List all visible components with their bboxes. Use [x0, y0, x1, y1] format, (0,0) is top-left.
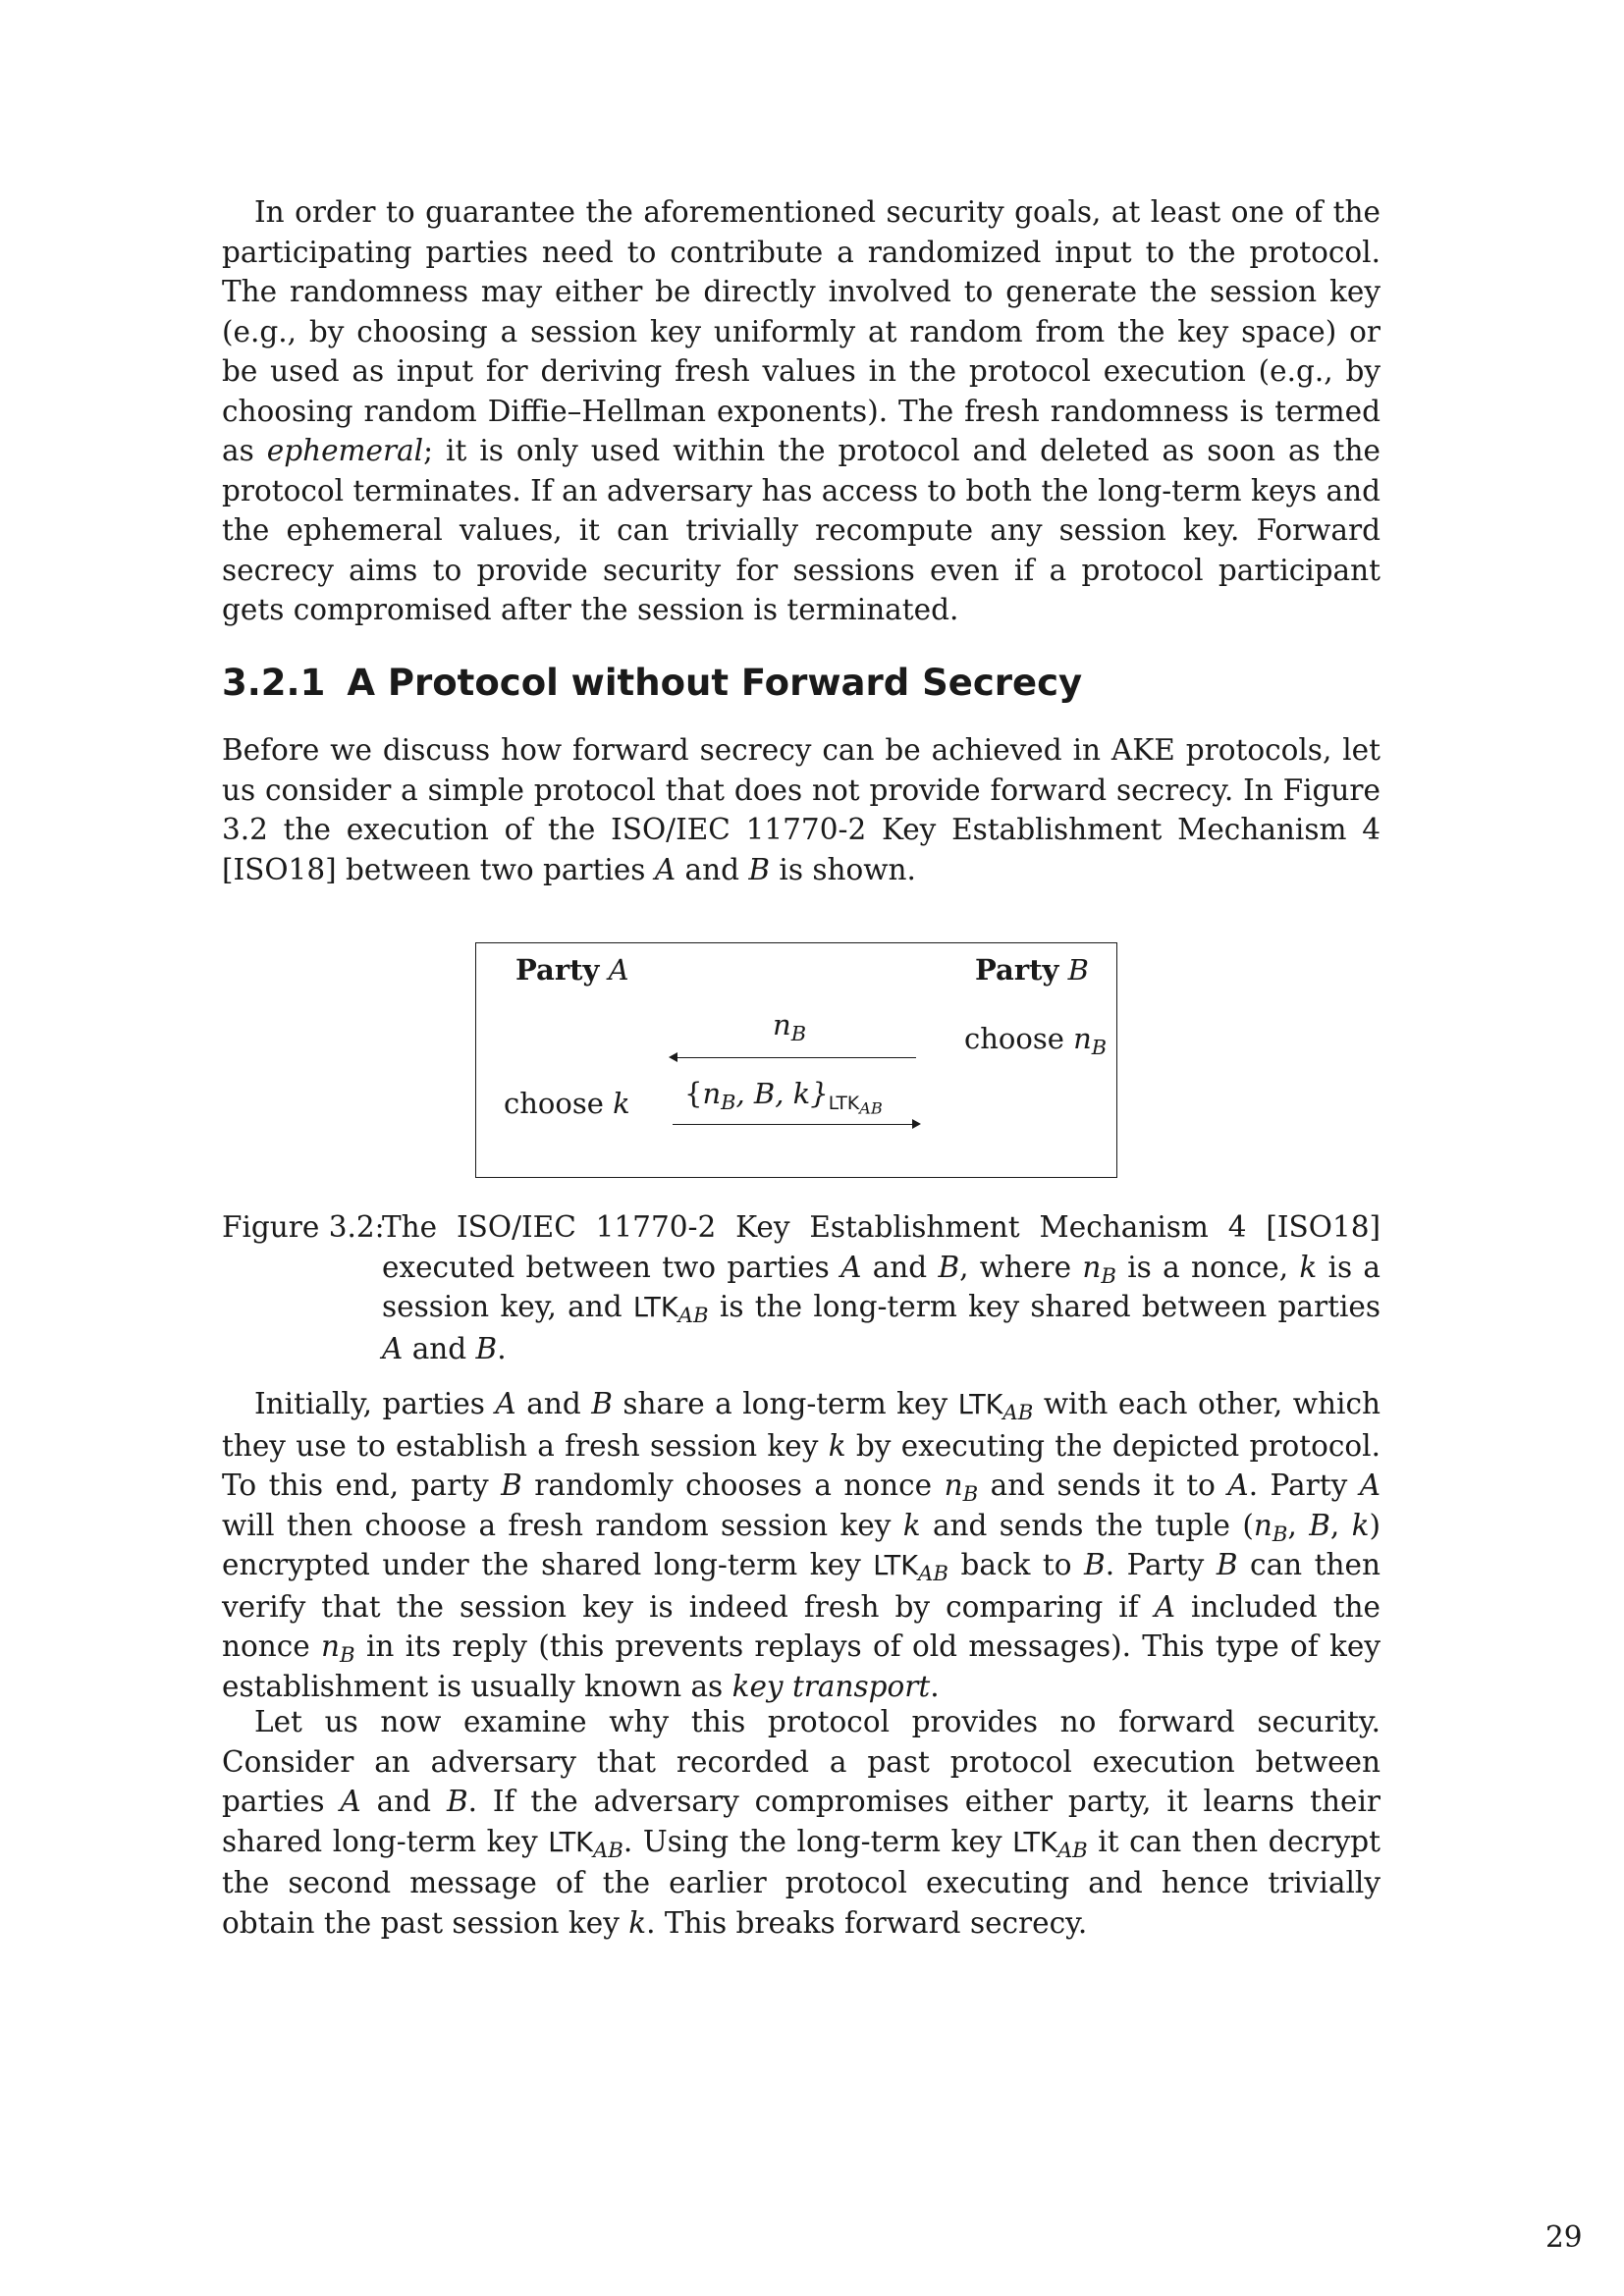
text-run: choose	[964, 1022, 1064, 1055]
text-run: is a session key, and	[382, 1250, 1381, 1323]
text-run: ,	[1287, 1508, 1310, 1542]
ltk-symbol: LTK	[632, 1293, 678, 1323]
text-run: ; it is only used within the protocol and deleted as soon as the protocol terminates. If an adversary has access to both the long-term keys and the ephemeral values, it can trivially recompute any session key. Forward secrecy aims to provide security for sessions even if a protocol participant gets compromised after the session is terminated.	[222, 434, 1380, 626]
text-run: . If the adversary compromises either party, it learns their shared long-term key	[222, 1785, 1380, 1858]
intro-paragraph	[222, 192, 1380, 630]
text-run: is a nonce,	[1115, 1250, 1300, 1284]
text-run: In order to guarantee the aforementioned security goals, at least one of the participating parties need to contribute a randomized input to the protocol. The randomness may either be directly involved to generate the session key (e.g., by choosing a session key uniformly at random from the key space) or be used as input for deriving fresh values in the protocol execution (e.g., by choosing random Diffie–Hellman exponents). The fresh randomness is termed as	[222, 195, 1380, 467]
text-run: share a long-term key	[612, 1387, 958, 1420]
figure-caption	[222, 1207, 1380, 1368]
math-var: A	[340, 1785, 361, 1818]
math-var: A	[1154, 1589, 1175, 1624]
arrow-head-right-icon	[912, 1119, 921, 1129]
math-subscript: AB	[918, 1561, 948, 1586]
initially-paragraph	[222, 1384, 1380, 1706]
ltk-symbol: LTK	[828, 1094, 860, 1115]
text-run: and sends the tuple (	[920, 1508, 1254, 1542]
math-var: B	[591, 1387, 613, 1420]
text-run: in its reply (this prevents replays of old messages). This type of key establishment is usually known as	[222, 1629, 1380, 1703]
math-subscript: AB	[592, 1838, 623, 1863]
ltk-symbol: LTK	[1012, 1827, 1057, 1858]
text-run: and sends it to	[978, 1468, 1228, 1502]
text-run: and	[515, 1387, 592, 1420]
text-run: can then verify that the session key is indeed fresh by comparing if	[222, 1548, 1380, 1624]
math-var: k	[628, 1905, 647, 1940]
text-run: is shown.	[770, 852, 916, 886]
text-run: with each other, which they use to establish a fresh session key	[222, 1387, 1380, 1463]
math-var: , B, k}	[735, 1077, 829, 1110]
text-run: and	[360, 1785, 447, 1818]
text-run: is the long-term key shared between parties	[708, 1290, 1380, 1323]
math-var: n	[702, 1077, 722, 1110]
text-run: . Using the long-term key	[623, 1824, 1013, 1858]
text-run: {	[684, 1077, 703, 1110]
math-var: k	[902, 1508, 921, 1542]
math-var: B	[938, 1250, 960, 1284]
section-title: A Protocol without Forward Secrecy	[347, 662, 1083, 704]
before-paragraph	[222, 730, 1380, 889]
caption-label: Figure 3.2:	[222, 1210, 385, 1244]
text-run: , where	[959, 1250, 1083, 1284]
math-var: B	[475, 1331, 498, 1365]
math-subscript: B	[721, 1090, 736, 1114]
protocol-figure	[475, 942, 1117, 1178]
math-var: B	[1309, 1508, 1330, 1542]
ltk-symbol: LTK	[548, 1827, 593, 1858]
emphasis-ephemeral: ephemeral	[266, 434, 424, 467]
math-subscript: B	[962, 1481, 979, 1507]
math-var: B	[1216, 1548, 1238, 1581]
math-subscript: B	[340, 1642, 355, 1668]
arrow-head-left-icon	[669, 1052, 677, 1062]
ltk-symbol: LTK	[873, 1551, 919, 1581]
section-number: 3.2.1	[222, 662, 326, 704]
math-var: k	[1299, 1250, 1318, 1284]
math-var: B	[446, 1785, 468, 1818]
arrow-a-to-b	[673, 1124, 916, 1125]
math-var: n	[773, 1008, 791, 1041]
party-label: Party	[975, 953, 1059, 987]
ltk-symbol: LTK	[957, 1390, 1003, 1420]
text-run: . Party	[1105, 1548, 1217, 1581]
message-1-label	[773, 1008, 807, 1045]
message-2-label	[684, 1077, 883, 1118]
text-run: it can then decrypt the second message of the earlier protocol executing and hence trivially obtain the past session key	[222, 1824, 1381, 1940]
text-run: by executing the depicted protocol. To this end, party	[222, 1428, 1380, 1502]
text-run: included the nonce	[222, 1589, 1380, 1663]
text-run: back to	[947, 1548, 1084, 1581]
math-var: n	[1082, 1250, 1102, 1284]
text-run: .	[497, 1331, 507, 1365]
party-label: Party	[515, 953, 600, 987]
math-subscript: AB	[677, 1303, 709, 1328]
math-subscript: AB	[859, 1098, 883, 1118]
text-run: and	[403, 1331, 476, 1365]
page-number: 29	[1545, 2220, 1583, 2254]
math-var: A	[654, 852, 677, 886]
text-run: Initially, parties	[254, 1387, 496, 1420]
math-var: A	[608, 953, 629, 987]
caption-body	[382, 1207, 1380, 1368]
math-var: A	[840, 1250, 862, 1284]
text-run: randomly chooses a nonce	[521, 1468, 945, 1502]
text-run: and	[676, 852, 749, 886]
math-var: B	[1067, 953, 1089, 987]
text-run: The ISO/IEC 11770-2 Key Establishment Mechanism 4 [ISO18] executed between two parties	[382, 1210, 1380, 1284]
math-subscript: AB	[1002, 1400, 1034, 1425]
text-run: will then choose a fresh random session key	[222, 1508, 903, 1542]
arrow-b-to-a	[673, 1057, 916, 1058]
math-var: n	[1253, 1508, 1272, 1542]
party-a-heading	[515, 953, 629, 987]
let-us-paragraph	[222, 1702, 1380, 1943]
math-subscript: AB	[1056, 1838, 1088, 1863]
math-var: n	[944, 1468, 963, 1502]
math-var: A	[1359, 1468, 1380, 1502]
math-var: n	[321, 1629, 341, 1663]
math-var: B	[748, 852, 771, 886]
math-subscript: B	[1101, 1263, 1116, 1289]
party-b-heading	[975, 953, 1089, 987]
text-run: . Party	[1248, 1468, 1360, 1502]
math-var: A	[1227, 1468, 1249, 1502]
math-subscript: B	[790, 1021, 807, 1045]
text-run: Let us now examine why this protocol provides no forward security. Consider an adversary that recorded a past protocol execution between parties	[222, 1705, 1380, 1818]
math-var: k	[828, 1428, 846, 1463]
text-run: .	[930, 1669, 940, 1703]
text-run: . This breaks forward secrecy.	[646, 1905, 1088, 1940]
section-heading	[222, 662, 1380, 704]
math-subscript: B	[1091, 1035, 1108, 1059]
choose-nb-label	[964, 1022, 1108, 1059]
text-run: ,	[1329, 1508, 1352, 1542]
math-subscript: B	[1272, 1522, 1288, 1547]
math-var: B	[501, 1468, 522, 1502]
math-var: B	[1084, 1548, 1106, 1581]
math-var: n	[1073, 1022, 1092, 1055]
text-run: choose	[504, 1087, 604, 1120]
math-var: A	[382, 1331, 404, 1365]
emphasis-key-transport: key transport	[731, 1669, 931, 1703]
math-var: k	[613, 1087, 630, 1120]
text-run: ) encrypted under the shared long-term key	[222, 1508, 1380, 1581]
text-run: and	[861, 1250, 939, 1284]
choose-k-label	[504, 1087, 630, 1120]
math-var: A	[495, 1387, 516, 1420]
text-run: Before we discuss how forward secrecy can be achieved in AKE protocols, let us consider a simple protocol that does not provide forward secrecy. In Figure 3.2 the execution of the ISO/IEC 11770-2 Key Establishment Mechanism 4 [ISO18] between two parties	[222, 733, 1380, 886]
math-var: k	[1351, 1508, 1370, 1542]
